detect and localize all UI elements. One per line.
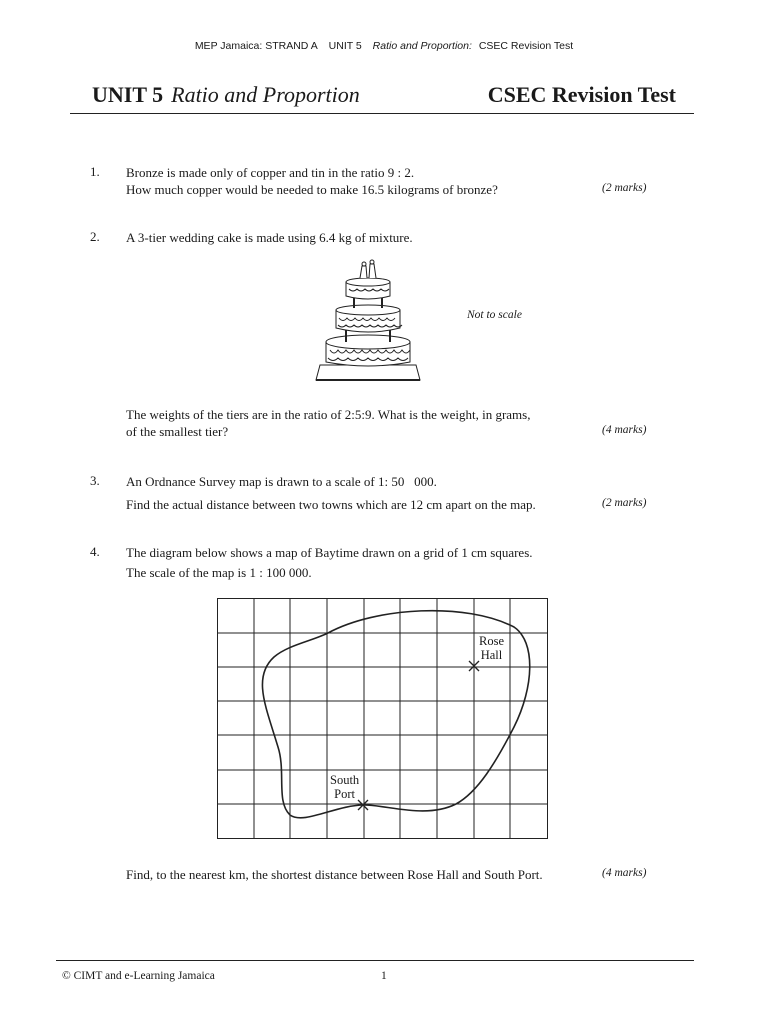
footer-rule	[56, 960, 694, 961]
question-1-number: 1.	[90, 164, 100, 179]
question-4-number: 4.	[90, 544, 100, 559]
running-header-strand: MEP Jamaica: STRAND A	[194, 40, 318, 52]
question-2-intro: A 3-tier wedding cake is made using 6.4 kg of mixture.	[126, 230, 413, 245]
south-port-label: South Port	[330, 773, 360, 801]
question-1-line-1: Bronze is made only of copper and tin in the ratio 9 : 2.	[126, 165, 415, 180]
question-4-intro-line-1: The diagram below shows a map of Baytime drawn on a grid of 1 cm squares.	[126, 545, 533, 560]
title-unit: UNIT 5	[92, 82, 164, 107]
wedding-cake-illustration	[312, 258, 424, 386]
running-header-unit: UNIT 5	[328, 40, 362, 52]
question-2-line-1: The weights of the tiers are in the ratio of 2:5:9. What is the weight, in grams,	[126, 407, 531, 422]
question-3-line-1: Find the actual distance between two towns which are 12 cm apart on the map.	[126, 497, 536, 512]
question-2-line-2: of the smallest tier?	[126, 424, 229, 439]
rose-hall-label: Rose Hall	[479, 634, 504, 662]
title-test: CSEC Revision Test	[487, 82, 676, 107]
title-topic: Ratio and Proportion	[171, 82, 360, 107]
question-1-marks: (2 marks)	[602, 182, 647, 194]
page-number: 1	[381, 970, 387, 982]
footer-copyright: © CIMT and e-Learning Jamaica	[62, 970, 215, 982]
running-header-test: CSEC Revision Test	[478, 40, 574, 52]
question-1-line-2: How much copper would be needed to make 16.5 kilograms of bronze?	[126, 182, 498, 197]
running-header-topic: Ratio and Proportion:	[372, 40, 472, 52]
cake-scale-note: Not to scale	[467, 309, 522, 321]
question-4-line-1: Find, to the nearest km, the shortest distance between Rose Hall and South Port.	[126, 867, 543, 882]
question-4-marks: (4 marks)	[602, 867, 647, 879]
question-3-intro: An Ordnance Survey map is drawn to a scale of 1: 50 000.	[126, 474, 437, 489]
question-3-number: 3.	[90, 473, 100, 488]
title-rule	[70, 113, 694, 114]
page-title	[92, 82, 676, 112]
question-2-number: 2.	[90, 229, 100, 244]
question-4-intro-line-2: The scale of the map is 1 : 100 000.	[126, 565, 312, 580]
question-3-marks: (2 marks)	[602, 497, 647, 509]
running-header	[0, 40, 768, 52]
question-2-marks: (4 marks)	[602, 424, 647, 436]
